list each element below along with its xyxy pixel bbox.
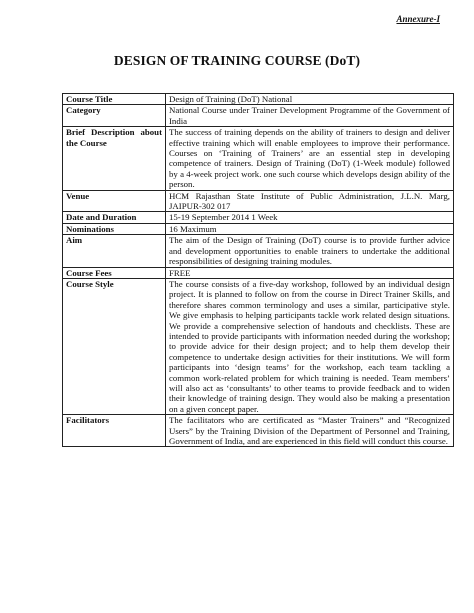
category-label: Category <box>63 105 166 127</box>
aim-value: The aim of the Design of Training (DoT) course is to provide further advice and development opportunities to enable trainers to undertake the additional responsibilities of designing training modules. <box>166 235 454 267</box>
annexure-label: Annexure-I <box>396 14 440 24</box>
brief-description-label: Brief Description about the Course <box>63 127 166 190</box>
nominations-label: Nominations <box>63 223 166 234</box>
course-fees-value: FREE <box>166 267 454 278</box>
row-date-duration <box>63 212 454 223</box>
facilitators-value: The facilitators who are certificated as “Master Trainers” and “Recognized Users” by the Training Division of the Department of Personnel and Training, Government of India, and are experienced in this field will conduct this course. <box>166 415 454 447</box>
venue-value: HCM Rajasthan State Institute of Public Administration, J.L.N. Marg, JAIPUR-302 017 <box>166 190 454 212</box>
brief-description-value: The success of training depends on the ability of trainers to design and deliver effective training which will enable employees to improve their performance. Courses on ‘Training of Trainers’ are an essential step in developing competence of trainers. Design of Training (DoT) (1-Week module) followed by a 4-week project work. one such course which develops design ability of the person. <box>166 127 454 190</box>
course-fees-label: Course Fees <box>63 267 166 278</box>
row-venue <box>63 190 454 212</box>
course-title-label: Course Title <box>63 94 166 105</box>
venue-label: Venue <box>63 190 166 212</box>
date-duration-label: Date and Duration <box>63 212 166 223</box>
row-facilitators <box>63 415 454 447</box>
course-title-value: Design of Training (DoT) National <box>166 94 454 105</box>
nominations-value: 16 Maximum <box>166 223 454 234</box>
facilitators-label: Facilitators <box>63 415 166 447</box>
document-title: DESIGN OF TRAINING COURSE (DoT) <box>113 53 361 68</box>
course-style-label: Course Style <box>63 278 166 414</box>
row-course-title <box>63 94 454 105</box>
row-course-style <box>63 278 454 414</box>
row-aim <box>63 235 454 267</box>
row-course-fees <box>63 267 454 278</box>
course-style-value: The course consists of a five-day workshop, followed by an individual design project. It is planned to follow on from the course in Direct Trainer Skills, and therefore shares common terminology and uses a similar, participative style. We give emphasis to helping participants tackle work related design situations. We provide a comprehensive selection of handouts and checklists. These are intended to provide participants with information needed during the workshop; to provide advice for their design project; and to help them develop their competence to undertake design activities for their institutions. We will form participants into ‘design teams’ for the workshop, each team tackling a common work-related problem for which training is needed. Team members’ will also act as ‘consultants’ to other teams to provide feedback and to widen their knowledge of training design. They would also be making a presentation on a given concept paper. <box>166 278 454 414</box>
row-nominations <box>63 223 454 234</box>
category-value: National Course under Trainer Development Programme of the Government of India <box>166 105 454 127</box>
course-details-table <box>62 93 454 447</box>
date-duration-value: 15-19 September 2014 1 Week <box>166 212 454 223</box>
row-brief-description <box>63 127 454 190</box>
row-category <box>63 105 454 127</box>
aim-label: Aim <box>63 235 166 267</box>
